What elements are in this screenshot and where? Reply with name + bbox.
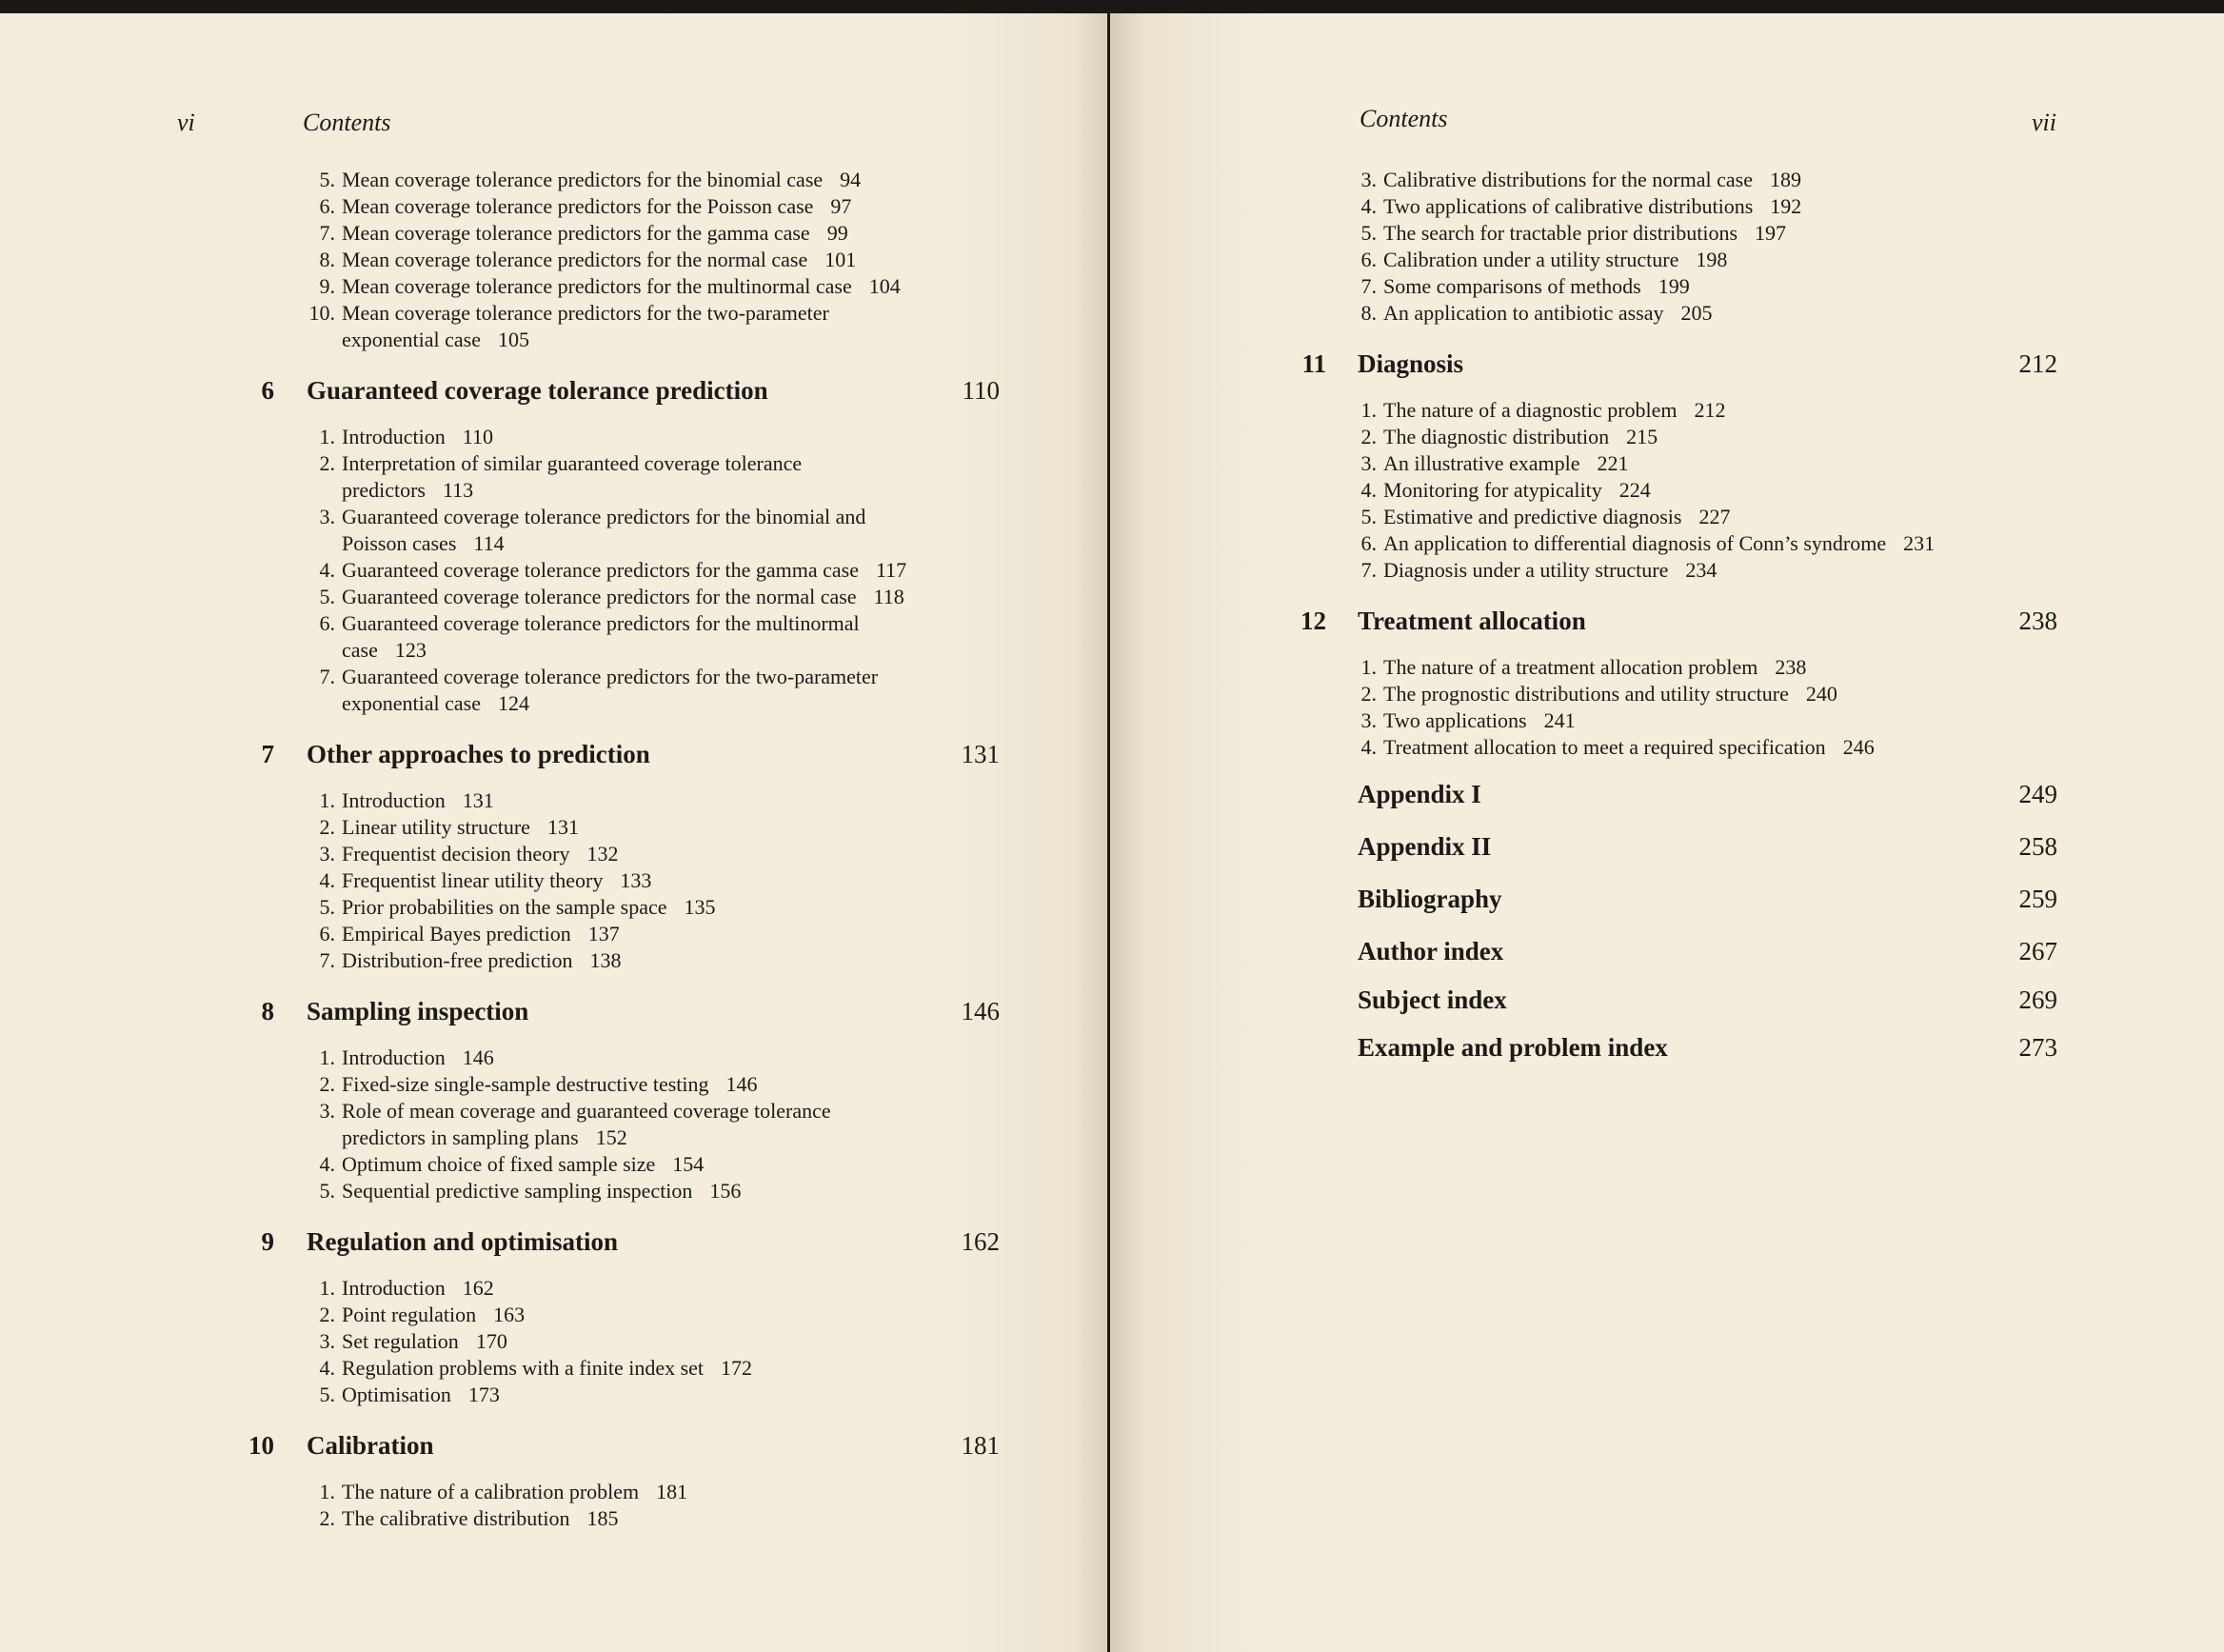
section-number: 3. bbox=[319, 1329, 335, 1353]
chapter-page-number: 110 bbox=[962, 376, 1000, 405]
section-title: Fixed-size single-sample destructive testing bbox=[342, 1072, 709, 1096]
section-page-number: 99 bbox=[826, 221, 848, 245]
section-entry bbox=[342, 1355, 752, 1382]
section-title: Mean coverage tolerance predictors for the normal case bbox=[342, 248, 808, 271]
section-entry bbox=[342, 1071, 758, 1098]
section-number: 1. bbox=[319, 1276, 335, 1300]
section-entry bbox=[1383, 397, 1726, 424]
section-entry bbox=[1383, 707, 1576, 734]
section-page-number: 241 bbox=[1543, 708, 1576, 732]
section-number: 2. bbox=[319, 815, 335, 839]
section-page-number: 189 bbox=[1769, 168, 1801, 191]
section-title: Estimative and predictive diagnosis bbox=[1383, 505, 1682, 528]
section-page-number: 154 bbox=[672, 1152, 705, 1176]
section-title: An application to differential diagnosis of Conn’s syndrome bbox=[1383, 531, 1887, 555]
section-title: Some comparisons of methods bbox=[1383, 274, 1641, 298]
section-title: Frequentist decision theory bbox=[342, 842, 570, 866]
section-entry bbox=[342, 220, 848, 247]
chapter-number: 6 bbox=[261, 376, 274, 405]
section-entry bbox=[342, 637, 427, 664]
section-entry bbox=[1383, 504, 1730, 530]
section-number: 4. bbox=[319, 868, 335, 892]
back-matter-page-number: 259 bbox=[2018, 885, 2057, 913]
section-page-number: 135 bbox=[684, 895, 716, 919]
section-entry bbox=[342, 424, 493, 450]
section-entry bbox=[342, 1382, 500, 1408]
section-entry bbox=[342, 867, 651, 894]
section-title: Role of mean coverage and guaranteed coverage tolerance bbox=[342, 1099, 831, 1123]
section-entry bbox=[1383, 734, 1875, 761]
section-entry bbox=[1383, 654, 1806, 681]
section-title: Mean coverage tolerance predictors for the two-parameter bbox=[342, 301, 829, 325]
right-running-title: Contents bbox=[1360, 105, 1448, 132]
section-title: Optimum choice of fixed sample size bbox=[342, 1152, 656, 1176]
section-number: 5. bbox=[319, 1179, 335, 1203]
section-entry bbox=[342, 327, 529, 353]
section-entry bbox=[1383, 300, 1713, 327]
section-number: 4. bbox=[1360, 735, 1377, 759]
section-page-number: 163 bbox=[493, 1303, 526, 1326]
back-matter-page-number: 273 bbox=[2018, 1033, 2057, 1062]
back-matter-title: Appendix I bbox=[1358, 780, 1481, 808]
section-number: 2. bbox=[319, 1506, 335, 1530]
section-title: The nature of a diagnostic problem bbox=[1383, 398, 1678, 422]
section-page-number: 113 bbox=[442, 478, 474, 502]
section-title: Monitoring for atypicality bbox=[1383, 478, 1602, 502]
section-page-number: 97 bbox=[830, 194, 852, 218]
section-entry bbox=[342, 1178, 741, 1204]
section-entry bbox=[1383, 450, 1629, 477]
section-title: Optimisation bbox=[342, 1383, 451, 1406]
section-number: 3. bbox=[1360, 708, 1377, 732]
section-title: An illustrative example bbox=[1383, 451, 1580, 475]
section-title: Diagnosis under a utility structure bbox=[1383, 558, 1669, 582]
section-title: Regulation problems with a finite index set bbox=[342, 1356, 705, 1380]
section-page-number: 131 bbox=[546, 815, 579, 839]
section-number: 3. bbox=[319, 1099, 335, 1123]
section-title: Sequential predictive sampling inspection bbox=[342, 1179, 693, 1203]
section-entry bbox=[342, 1505, 619, 1532]
section-entry bbox=[342, 1275, 494, 1302]
section-number: 5. bbox=[319, 1383, 335, 1406]
section-number: 4. bbox=[319, 1152, 335, 1176]
section-page-number: 197 bbox=[1755, 221, 1787, 245]
section-page-number: 105 bbox=[498, 328, 529, 351]
section-page-number: 234 bbox=[1685, 558, 1718, 582]
section-entry bbox=[342, 921, 620, 947]
section-page-number: 215 bbox=[1626, 425, 1658, 448]
chapter-title: Diagnosis bbox=[1358, 349, 1464, 378]
section-title: Mean coverage tolerance predictors for the binomial case bbox=[342, 168, 824, 191]
section-page-number: 152 bbox=[595, 1125, 627, 1149]
section-page-number: 198 bbox=[1696, 248, 1728, 271]
section-title: Empirical Bayes prediction bbox=[342, 922, 571, 945]
section-number: 6. bbox=[319, 194, 335, 218]
section-number: 6. bbox=[1360, 531, 1377, 555]
section-page-number: 146 bbox=[462, 1045, 494, 1069]
section-title: Two applications bbox=[1383, 708, 1527, 732]
section-entry bbox=[342, 1125, 627, 1151]
section-entry bbox=[342, 690, 529, 717]
section-page-number: 162 bbox=[462, 1276, 494, 1300]
section-entry bbox=[342, 167, 861, 193]
section-entry bbox=[342, 841, 619, 867]
chapter-page-number: 212 bbox=[2018, 349, 2057, 378]
section-title: exponential case bbox=[342, 328, 481, 351]
chapter-page-number: 238 bbox=[2018, 607, 2057, 635]
section-number: 1. bbox=[1360, 655, 1377, 679]
section-number: 7. bbox=[319, 221, 335, 245]
section-number: 1. bbox=[319, 1045, 335, 1069]
section-title: Introduction bbox=[342, 1045, 446, 1069]
back-matter-page-number: 258 bbox=[2018, 832, 2057, 861]
section-number: 3. bbox=[319, 505, 335, 528]
section-title: The nature of a calibration problem bbox=[342, 1480, 640, 1503]
section-page-number: 138 bbox=[589, 948, 622, 972]
section-number: 7. bbox=[319, 665, 335, 688]
section-title: Guaranteed coverage tolerance predictors for the gamma case bbox=[342, 558, 859, 582]
chapter-title: Other approaches to prediction bbox=[307, 740, 650, 768]
section-entry bbox=[1383, 477, 1651, 504]
section-entry bbox=[342, 584, 904, 610]
section-title: predictors in sampling plans bbox=[342, 1125, 579, 1149]
section-number: 1. bbox=[319, 425, 335, 448]
section-title: The diagnostic distribution bbox=[1383, 425, 1610, 448]
section-number: 3. bbox=[319, 842, 335, 866]
section-number: 8. bbox=[319, 248, 335, 271]
section-entry bbox=[1383, 247, 1727, 273]
section-entry bbox=[342, 1151, 704, 1178]
section-title: Introduction bbox=[342, 425, 446, 448]
chapter-page-number: 162 bbox=[961, 1227, 1000, 1256]
chapter-title: Calibration bbox=[307, 1431, 434, 1460]
section-entry bbox=[1383, 273, 1690, 300]
section-number: 2. bbox=[1360, 425, 1377, 448]
section-page-number: 101 bbox=[824, 248, 857, 271]
section-entry bbox=[342, 477, 473, 504]
back-matter-title: Appendix II bbox=[1358, 832, 1492, 861]
section-entry bbox=[342, 814, 579, 841]
section-number: 2. bbox=[319, 451, 335, 475]
section-page-number: 156 bbox=[709, 1179, 742, 1203]
section-title: Guaranteed coverage tolerance predictors for the multinormal bbox=[342, 611, 860, 635]
chapter-page-number: 181 bbox=[961, 1431, 1000, 1460]
section-title: Guaranteed coverage tolerance predictors for the two-parameter bbox=[342, 665, 879, 688]
section-number: 2. bbox=[319, 1072, 335, 1096]
chapter-number: 11 bbox=[1301, 349, 1326, 378]
section-title: Two applications of calibrative distributions bbox=[1383, 194, 1754, 218]
section-number: 8. bbox=[1360, 301, 1377, 325]
section-title: Mean coverage tolerance predictors for the multinormal case bbox=[342, 274, 852, 298]
section-page-number: 123 bbox=[394, 638, 427, 662]
section-page-number: 173 bbox=[467, 1383, 500, 1406]
section-entry bbox=[342, 947, 622, 974]
back-matter-page-number: 249 bbox=[2018, 780, 2057, 808]
chapter-page-number: 131 bbox=[961, 740, 1000, 768]
section-entry bbox=[1383, 557, 1717, 584]
section-title: exponential case bbox=[342, 691, 481, 715]
section-title: Introduction bbox=[342, 1276, 446, 1300]
section-page-number: 224 bbox=[1618, 478, 1651, 502]
section-entry bbox=[342, 1479, 687, 1505]
back-matter-title: Subject index bbox=[1358, 985, 1507, 1014]
section-page-number: 181 bbox=[656, 1480, 688, 1503]
section-title: Mean coverage tolerance predictors for the Poisson case bbox=[342, 194, 814, 218]
section-title: Distribution-free prediction bbox=[342, 948, 573, 972]
section-title: The prognostic distributions and utility structure bbox=[1383, 682, 1789, 706]
section-number: 5. bbox=[1360, 505, 1377, 528]
section-number: 1. bbox=[319, 1480, 335, 1503]
section-page-number: 94 bbox=[840, 168, 862, 191]
section-number: 5. bbox=[319, 895, 335, 919]
section-number: 4. bbox=[1360, 194, 1377, 218]
section-entry bbox=[342, 247, 856, 273]
section-entry bbox=[342, 557, 906, 584]
section-page-number: 146 bbox=[725, 1072, 758, 1096]
section-title: Prior probabilities on the sample space bbox=[342, 895, 667, 919]
section-entry bbox=[342, 193, 851, 220]
section-title: Poisson cases bbox=[342, 531, 457, 555]
section-title: predictors bbox=[342, 478, 426, 502]
section-title: Frequentist linear utility theory bbox=[342, 868, 604, 892]
section-number: 5. bbox=[1360, 221, 1377, 245]
section-page-number: 110 bbox=[462, 425, 493, 448]
chapter-title: Regulation and optimisation bbox=[307, 1227, 619, 1256]
section-title: Set regulation bbox=[342, 1329, 459, 1353]
section-page-number: 131 bbox=[462, 788, 494, 812]
section-page-number: 199 bbox=[1658, 274, 1690, 298]
back-matter-page-number: 269 bbox=[2018, 985, 2057, 1014]
section-page-number: 114 bbox=[473, 531, 505, 555]
section-page-number: 246 bbox=[1842, 735, 1875, 759]
section-title: Treatment allocation to meet a required specification bbox=[1383, 735, 1826, 759]
section-number: 6. bbox=[319, 611, 335, 635]
section-number: 5. bbox=[319, 585, 335, 608]
section-entry bbox=[1383, 193, 1801, 220]
section-number: 3. bbox=[1360, 451, 1377, 475]
section-title: The search for tractable prior distributions bbox=[1383, 221, 1738, 245]
section-entry bbox=[1383, 424, 1658, 450]
chapter-title: Guaranteed coverage tolerance prediction bbox=[307, 376, 768, 405]
section-title: Guaranteed coverage tolerance predictors for the binomial and bbox=[342, 505, 866, 528]
section-title: Introduction bbox=[342, 788, 446, 812]
section-number: 1. bbox=[319, 788, 335, 812]
section-page-number: 205 bbox=[1680, 301, 1713, 325]
section-page-number: 117 bbox=[876, 558, 907, 582]
section-number: 1. bbox=[1360, 398, 1377, 422]
section-page-number: 212 bbox=[1694, 398, 1726, 422]
left-running-title: Contents bbox=[303, 109, 391, 136]
section-title: Linear utility structure bbox=[342, 815, 530, 839]
section-title: Point regulation bbox=[342, 1303, 477, 1326]
section-title: An application to antibiotic assay bbox=[1383, 301, 1664, 325]
section-number: 6. bbox=[1360, 248, 1377, 271]
section-page-number: 133 bbox=[620, 868, 652, 892]
section-entry bbox=[342, 1045, 494, 1071]
chapter-title: Treatment allocation bbox=[1358, 607, 1586, 635]
section-page-number: 240 bbox=[1805, 682, 1837, 706]
back-matter-title: Bibliography bbox=[1358, 885, 1502, 913]
section-number: 5. bbox=[319, 168, 335, 191]
section-entry bbox=[1383, 681, 1837, 707]
section-number: 2. bbox=[1360, 682, 1377, 706]
section-number: 3. bbox=[1360, 168, 1377, 191]
section-page-number: 172 bbox=[721, 1356, 753, 1380]
section-page-number: 221 bbox=[1597, 451, 1629, 475]
section-title: case bbox=[342, 638, 378, 662]
section-number: 2. bbox=[319, 1303, 335, 1326]
chapter-number: 10 bbox=[248, 1431, 274, 1460]
section-number: 4. bbox=[1360, 478, 1377, 502]
section-page-number: 185 bbox=[586, 1506, 619, 1530]
section-entry bbox=[1383, 530, 1935, 557]
section-number: 6. bbox=[319, 922, 335, 945]
section-number: 9. bbox=[319, 274, 335, 298]
section-page-number: 137 bbox=[587, 922, 620, 945]
section-page-number: 132 bbox=[586, 842, 619, 866]
section-page-number: 124 bbox=[498, 691, 529, 715]
back-matter-title: Author index bbox=[1358, 937, 1504, 965]
section-number: 10. bbox=[308, 301, 335, 325]
section-title: Guaranteed coverage tolerance predictors for the normal case bbox=[342, 585, 857, 608]
section-page-number: 238 bbox=[1775, 655, 1807, 679]
section-number: 7. bbox=[1360, 558, 1377, 582]
section-entry bbox=[1383, 220, 1786, 247]
chapter-page-number: 146 bbox=[961, 997, 1000, 1025]
chapter-number: 7 bbox=[261, 740, 274, 768]
right-folio: vii bbox=[2032, 109, 2056, 136]
section-page-number: 227 bbox=[1698, 505, 1731, 528]
section-title: Calibrative distributions for the normal case bbox=[1383, 168, 1753, 191]
section-title: The nature of a treatment allocation problem bbox=[1383, 655, 1758, 679]
section-title: Calibration under a utility structure bbox=[1383, 248, 1679, 271]
section-entry bbox=[342, 273, 901, 300]
left-folio: vi bbox=[177, 109, 195, 136]
section-page-number: 170 bbox=[475, 1329, 507, 1353]
section-number: 4. bbox=[319, 1356, 335, 1380]
section-number: 7. bbox=[1360, 274, 1377, 298]
back-matter-title: Example and problem index bbox=[1358, 1033, 1668, 1062]
section-entry bbox=[342, 1328, 507, 1355]
section-entry bbox=[342, 894, 716, 921]
back-matter-page-number: 267 bbox=[2018, 937, 2057, 965]
chapter-number: 12 bbox=[1301, 607, 1326, 635]
chapter-title: Sampling inspection bbox=[307, 997, 529, 1025]
section-number: 4. bbox=[319, 558, 335, 582]
section-entry bbox=[342, 1302, 525, 1328]
section-entry bbox=[342, 530, 505, 557]
section-page-number: 118 bbox=[873, 585, 904, 608]
section-entry bbox=[1383, 167, 1801, 193]
left-page bbox=[0, 13, 1107, 1652]
section-entry bbox=[342, 787, 494, 814]
section-title: The calibrative distribution bbox=[342, 1506, 570, 1530]
section-page-number: 192 bbox=[1770, 194, 1802, 218]
section-page-number: 231 bbox=[1903, 531, 1936, 555]
section-number: 7. bbox=[319, 948, 335, 972]
section-title: Mean coverage tolerance predictors for the gamma case bbox=[342, 221, 810, 245]
right-page bbox=[1110, 13, 2224, 1652]
section-title: Interpretation of similar guaranteed coverage tolerance bbox=[342, 451, 803, 475]
section-page-number: 104 bbox=[868, 274, 901, 298]
chapter-number: 8 bbox=[261, 997, 274, 1025]
chapter-number: 9 bbox=[261, 1227, 274, 1256]
